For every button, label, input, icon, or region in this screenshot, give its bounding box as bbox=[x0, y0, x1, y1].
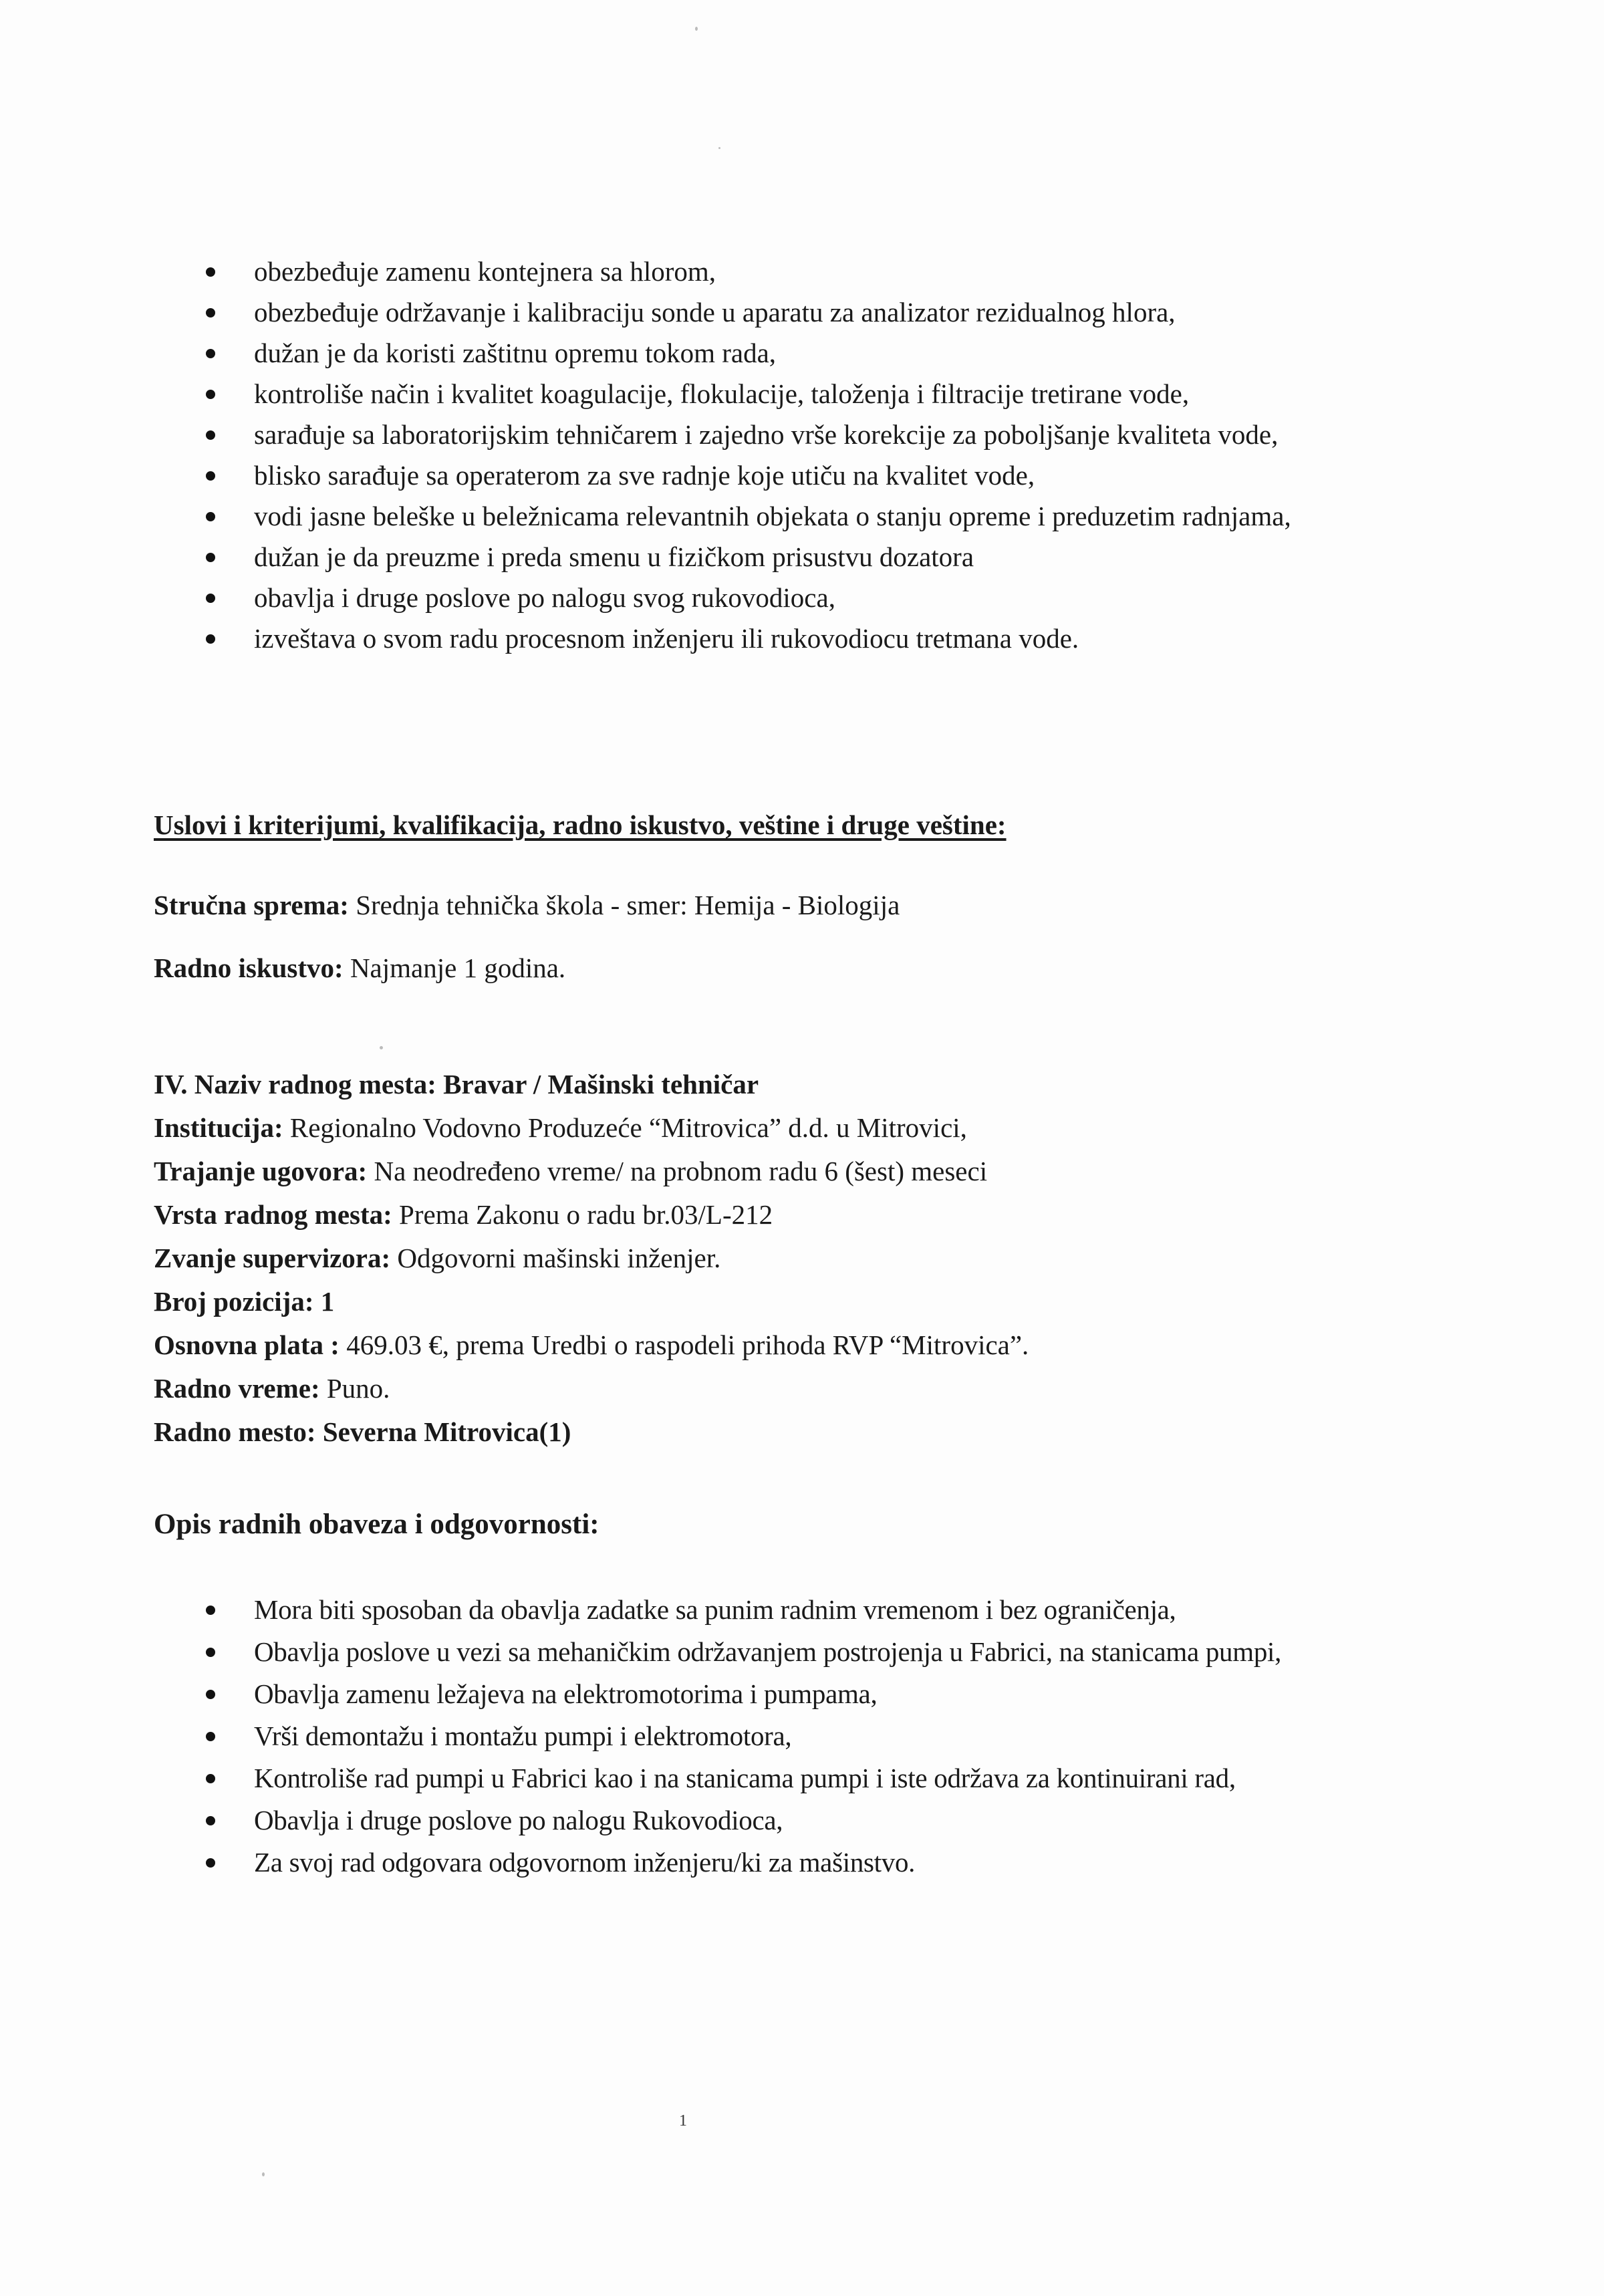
bullet-icon bbox=[206, 1648, 215, 1657]
list-item-text: Kontroliše rad pumpi u Fabrici kao i na stanicama pumpi i iste održava za kontinuirani rad, bbox=[254, 1763, 1236, 1793]
list-item bbox=[200, 457, 1457, 495]
positions-count-label: Broj pozicija: bbox=[154, 1286, 314, 1317]
work-location-line bbox=[154, 1416, 571, 1448]
list-item bbox=[200, 334, 1457, 372]
education-value: Srednja tehnička škola - smer: Hemija - Biologija bbox=[356, 890, 900, 920]
bullet-icon bbox=[206, 1774, 215, 1783]
list-item-text: sarađuje sa laboratorijskim tehničarem i zajedno vrše korekcije za poboljšanje kvaliteta vode, bbox=[254, 419, 1279, 450]
salary-value: 469.03 €, prema Uredbi o raspodeli prihoda RVP “Mitrovica”. bbox=[346, 1329, 1029, 1360]
list-item-text: dužan je da preuzme i preda smenu u fizičkom prisustvu dozatora bbox=[254, 541, 974, 572]
position-title-line bbox=[154, 1068, 759, 1100]
education-line bbox=[154, 889, 900, 921]
list-item bbox=[200, 375, 1457, 413]
bullet-icon bbox=[206, 430, 215, 440]
bullet-icon bbox=[206, 553, 215, 562]
list-item-text: Vrši demontažu i montažu pumpi i elektromotora, bbox=[254, 1720, 792, 1751]
positions-count-line bbox=[154, 1285, 334, 1317]
list-item bbox=[200, 1843, 1457, 1882]
position-type-label: Vrsta radnog mesta: bbox=[154, 1199, 392, 1230]
list-item-text: obezbeđuje zamenu kontejnera sa hlorom, bbox=[254, 256, 716, 287]
list-item-text: blisko sarađuje sa operaterom za sve radnje koje utiču na kvalitet vode, bbox=[254, 460, 1035, 491]
requirements-heading: Uslovi i kriterijumi, kvalifikacija, radno iskustvo, veštine i druge veštine: bbox=[154, 809, 1007, 840]
supervisor-line bbox=[154, 1242, 720, 1274]
working-hours-value: Puno. bbox=[326, 1373, 390, 1404]
bullet-icon bbox=[206, 1606, 215, 1615]
institution-value: Regionalno Vodovno Produzeće “Mitrovica” d.d. u Mitrovici, bbox=[289, 1112, 967, 1143]
education-label: Stručna sprema: bbox=[154, 890, 349, 920]
position-title-value: Bravar / Mašinski tehničar bbox=[443, 1069, 759, 1100]
list-item bbox=[200, 538, 1457, 576]
list-item-text: Mora biti sposoban da obavlja zadatke sa punim radnim vremenom i bez ograničenja, bbox=[254, 1594, 1176, 1625]
list-item bbox=[200, 416, 1457, 454]
experience-label: Radno iskustvo: bbox=[154, 952, 344, 983]
scan-speck bbox=[695, 27, 698, 31]
experience-line bbox=[154, 952, 565, 984]
experience-value: Najmanje 1 godina. bbox=[350, 952, 566, 983]
bullet-icon bbox=[206, 634, 215, 644]
contract-label: Trajanje ugovora: bbox=[154, 1156, 368, 1186]
work-location-label: Radno mesto: bbox=[154, 1416, 316, 1447]
bullet-icon bbox=[206, 1816, 215, 1825]
list-item bbox=[200, 620, 1457, 658]
supervisor-value: Odgovorni mašinski inženjer. bbox=[397, 1243, 721, 1273]
list-item bbox=[200, 1759, 1457, 1797]
list-item bbox=[200, 1591, 1457, 1629]
supervisor-label: Zvanje supervizora: bbox=[154, 1243, 391, 1273]
contract-line bbox=[154, 1155, 987, 1187]
list-item bbox=[200, 579, 1457, 617]
list-item-text: dužan je da koristi zaštitnu opremu tokom rada, bbox=[254, 338, 777, 368]
contract-value: Na neodređeno vreme/ na probnom radu 6 (šest) meseci bbox=[374, 1156, 988, 1186]
institution-line bbox=[154, 1112, 967, 1144]
work-location-value: Severna Mitrovica(1) bbox=[322, 1416, 571, 1447]
position-type-line bbox=[154, 1198, 773, 1231]
bullet-icon bbox=[206, 349, 215, 358]
working-hours-line bbox=[154, 1372, 390, 1404]
bullet-icon bbox=[206, 267, 215, 277]
list-item bbox=[200, 1801, 1457, 1839]
bullet-icon bbox=[206, 1858, 215, 1868]
bullet-icon bbox=[206, 308, 215, 317]
list-item bbox=[200, 1717, 1457, 1755]
duties-list-1 bbox=[200, 253, 1457, 660]
bullet-icon bbox=[206, 1732, 215, 1741]
list-item-text: obavlja i druge poslove po nalogu svog rukovodioca, bbox=[254, 582, 835, 613]
list-item-text: Obavlja i druge poslove po nalogu Rukovodioca, bbox=[254, 1805, 783, 1835]
list-item-text: vodi jasne beleške u beležnicama relevantnih objekata o stanju opreme i preduzetim radnjama, bbox=[254, 501, 1291, 531]
list-item-text: Za svoj rad odgovara odgovornom inženjeru/ki za mašinstvo. bbox=[254, 1847, 916, 1878]
salary-line bbox=[154, 1329, 1029, 1361]
scan-speck bbox=[718, 147, 720, 149]
duties-list-2 bbox=[200, 1591, 1457, 1886]
bullet-icon bbox=[206, 390, 215, 399]
working-hours-label: Radno vreme: bbox=[154, 1373, 320, 1404]
list-item bbox=[200, 293, 1457, 332]
list-item-text: izveštava o svom radu procesnom inženjeru ili rukovodiocu tretmana vode. bbox=[254, 623, 1079, 654]
bullet-icon bbox=[206, 471, 215, 481]
institution-label: Institucija: bbox=[154, 1112, 283, 1143]
position-title-label: IV. Naziv radnog mesta: bbox=[154, 1069, 436, 1100]
list-item bbox=[200, 1633, 1457, 1671]
list-item bbox=[200, 1675, 1457, 1713]
list-item-text: Obavlja zamenu ležajeva na elektromotorima i pumpama, bbox=[254, 1678, 878, 1709]
positions-count-value: 1 bbox=[320, 1286, 335, 1317]
list-item-text: Obavlja poslove u vezi sa mehaničkim održavanjem postrojenja u Fabrici, na stanicama pumpi, bbox=[254, 1636, 1282, 1667]
list-item-text: kontroliše način i kvalitet koagulacije, flokulacije, taloženja i filtracije tretirane vode, bbox=[254, 378, 1190, 409]
duties-heading: Opis radnih obaveza i odgovornosti: bbox=[154, 1509, 599, 1540]
scan-speck bbox=[262, 2172, 265, 2176]
list-item bbox=[200, 497, 1457, 535]
list-item bbox=[200, 253, 1457, 291]
list-item-text: obezbeđuje održavanje i kalibraciju sonde u aparatu za analizator rezidualnog hlora, bbox=[254, 297, 1176, 328]
page-number: 1 bbox=[679, 2112, 687, 2130]
bullet-icon bbox=[206, 512, 215, 521]
bullet-icon bbox=[206, 594, 215, 603]
bullet-icon bbox=[206, 1690, 215, 1699]
position-type-value: Prema Zakonu o radu br.03/L-212 bbox=[399, 1199, 773, 1230]
scan-speck bbox=[380, 1046, 383, 1049]
salary-label: Osnovna plata : bbox=[154, 1329, 340, 1360]
